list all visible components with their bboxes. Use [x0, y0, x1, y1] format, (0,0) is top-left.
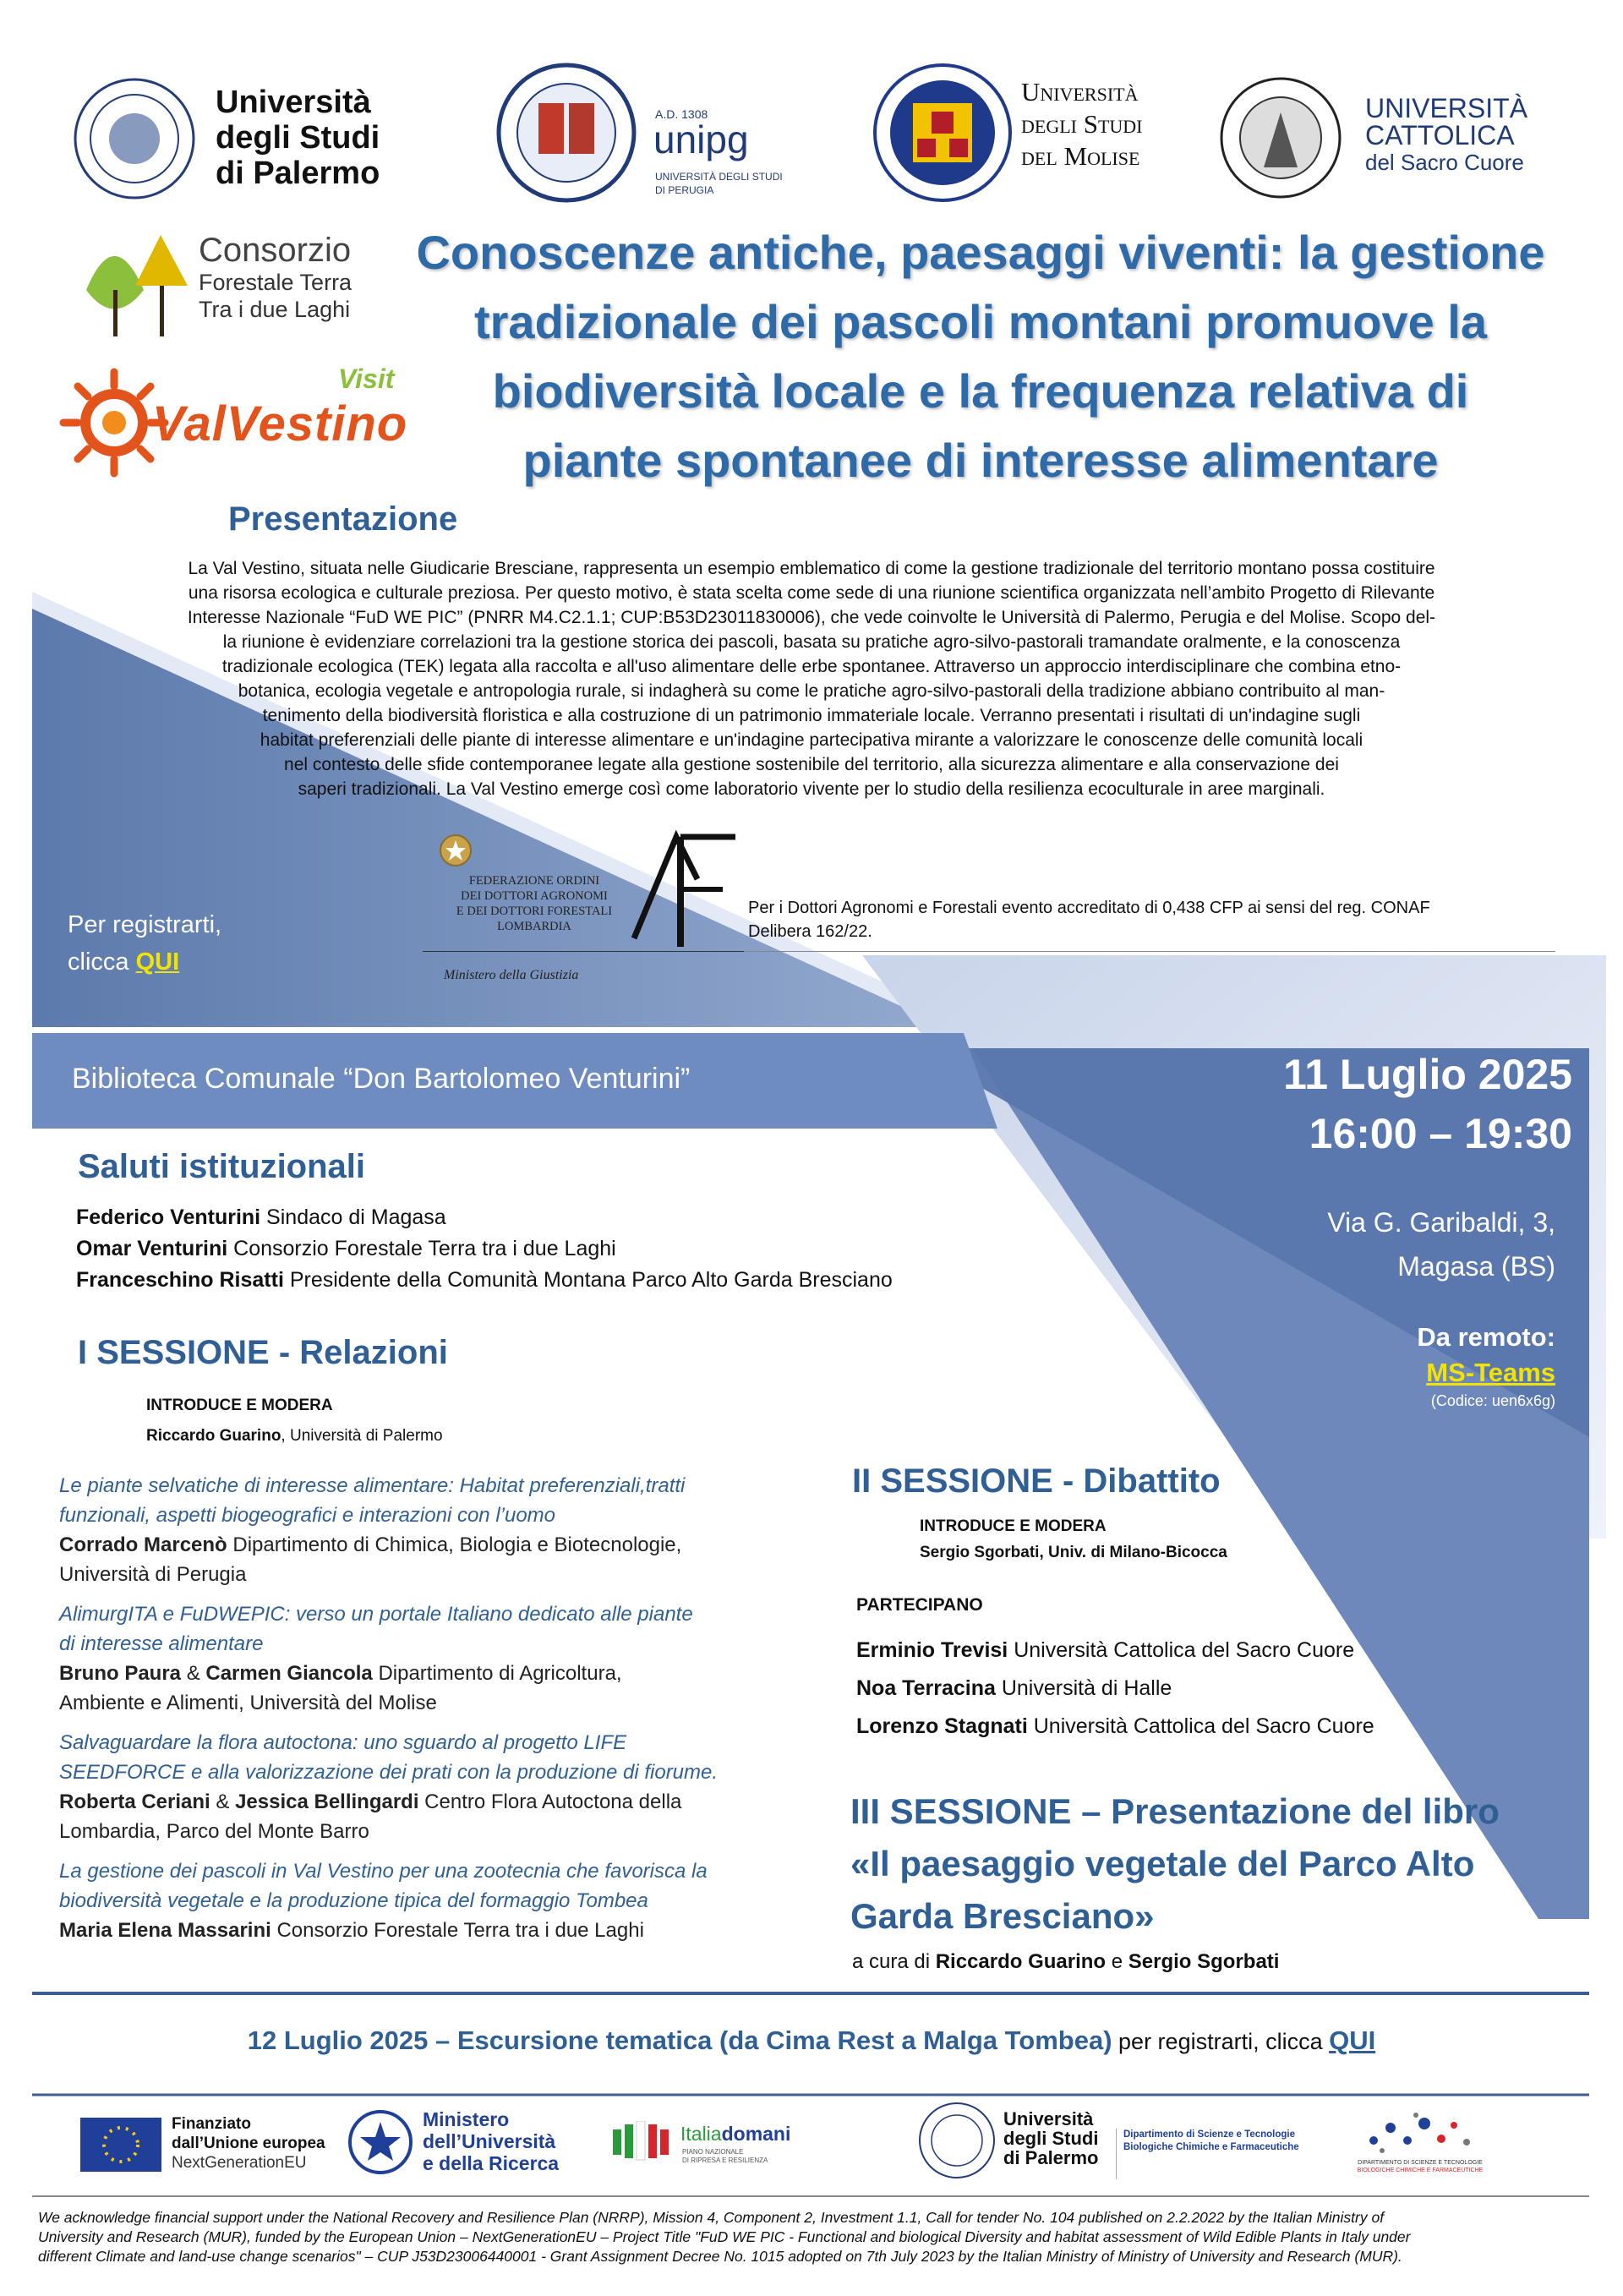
- excursion-line: [0, 2025, 1623, 2056]
- saluti-name: Omar Venturini: [76, 1237, 228, 1260]
- unipg-name: unipg: [653, 118, 749, 161]
- unimol-seal-icon: [871, 61, 1014, 205]
- logo-unimol: [871, 61, 1158, 205]
- talk-and: &: [210, 1790, 236, 1813]
- talk-item: [59, 1728, 837, 1846]
- address-line2: Magasa (BS): [1397, 1251, 1555, 1282]
- talk-and: &: [181, 1662, 206, 1685]
- session3-line2: «Il paesaggio vegetale del Parco Alto: [850, 1844, 1475, 1883]
- talk-author: Carmen Giancola: [205, 1662, 373, 1685]
- mur-line3: e della Ricerca: [423, 2152, 560, 2174]
- talk-title-line: Le piante selvatiche di interesse alimentare: Habitat preferenziali,tratti: [59, 1474, 686, 1497]
- talk-authors: [59, 1659, 837, 1688]
- italiadomani-sub2: DI RIPRESA E RESILIENZA: [682, 2157, 768, 2164]
- session2-moderator-label: INTRODUCE E MODERA: [920, 1517, 1107, 1535]
- participant-item: [856, 1670, 1374, 1708]
- unipg-seal-icon: [495, 61, 638, 205]
- fed-note-line2: Delibera 162/22.: [748, 922, 872, 941]
- consorzio-line3: Tra i due Laghi: [199, 297, 351, 322]
- title-line1: Conoscenze antiche, paesaggi viventi: la gestione: [416, 226, 1545, 279]
- italiadomani-name2: domani: [721, 2123, 791, 2145]
- talk-title-line: SEEDFORCE e alla valorizzazione dei prati con la produzione di fiorume.: [59, 1761, 719, 1784]
- saluti-item: [76, 1265, 893, 1296]
- registration-line2: clicca: [68, 948, 136, 976]
- presentazione-line: una risorsa ecologica e culturale preziosa. Per questo motivo, è stata scelta come sede di una riunione scientifica organizzata nell’ambito Progetto di Rilevante: [188, 583, 1435, 603]
- fed-line2: DEI DOTTORI AGRONOMI: [461, 889, 608, 903]
- italiadomani-flag-icon: [613, 2121, 680, 2163]
- participant-item: [856, 1708, 1374, 1746]
- presentazione-text: [68, 556, 1555, 801]
- venue-banner: Biblioteca Comunale “Don Bartolomeo Venturini”: [72, 1063, 691, 1095]
- funder-italiadomani: [613, 2118, 833, 2177]
- unipa-seal-icon: [72, 76, 197, 201]
- unipa-small-seal-icon: [917, 2101, 997, 2181]
- fed-note-line1: Per i Dottori Agronomi e Forestali evento accreditato di 0,438 CFP ai sensi del reg. CONAF: [748, 899, 1430, 917]
- presentazione-line: botanica, ecologia vegetale e antropologia rurale, si indagherà su come le pratiche agro-silvo-pastorali della tradizione abbiano contribuito al man-: [238, 681, 1385, 701]
- eu-line2: dall’Unione europea: [172, 2135, 325, 2152]
- talk-item: [59, 1599, 837, 1718]
- talk-affiliation: Dipartimento di Agricoltura,: [372, 1662, 622, 1685]
- af-logo-icon: [630, 828, 740, 955]
- presentazione-line: la riunione è evidenziare correlazioni tra la gestione storica dei pascoli, basata su pratiche agro-silvo-pastorali tramandate oralmente, e la conoscenza: [222, 632, 1401, 652]
- event-datetime: [1133, 1045, 1572, 1163]
- dip-line2: Biologiche Chimiche e Farmaceutiche: [1123, 2142, 1299, 2152]
- remote-block: [1268, 1319, 1555, 1412]
- title-line2: tradizionale dei pascoli montani promuove la: [473, 295, 1487, 348]
- logo-unicatt: [1217, 74, 1572, 201]
- mur-line2: dell’Università: [423, 2130, 556, 2152]
- remote-code: (Codice: uen6x6g): [1430, 1392, 1555, 1409]
- address-line1: Via G. Garibaldi, 3,: [1327, 1207, 1555, 1238]
- unipa-line3: di Palermo: [216, 156, 380, 191]
- logo-valvestino: [59, 364, 408, 482]
- ack-line2: University and Research (MUR), funded by the European Union – NextGenerationEU – Project Title "FuD WE PIC - Functional and biological Diversity and habitat assessment of Wild Edible Plants in Italy under: [38, 2228, 1411, 2245]
- talk-affiliation: Dipartimento di Chimica, Biologia e Biotecnologie,: [227, 1533, 682, 1556]
- talk-title-line: biodiversità vegetale e la produzione tipica del formaggio Tombea: [59, 1889, 648, 1912]
- talk-item: [59, 1471, 837, 1589]
- unipa-line1: Università: [216, 85, 371, 120]
- excursion-link[interactable]: QUI: [1329, 2025, 1376, 2055]
- unipa-small-line1: Università: [1003, 2108, 1094, 2129]
- presentazione-line: tradizionale ecologica (TEK) legata alla raccolta e all'uso alimentare delle erbe spontanee. Attraverso un approccio interdisciplinare che combina etno-: [221, 657, 1402, 676]
- mur-line1: Ministero: [423, 2108, 510, 2130]
- title-line4: piante spontanee di interesse alimentare: [522, 434, 1439, 487]
- valvestino-visit: Visit: [338, 364, 395, 394]
- session1-moderator-label: INTRODUCE E MODERA: [146, 1397, 333, 1414]
- session3-author2: Sergio Sgorbati: [1128, 1950, 1280, 1973]
- talk-authors: [59, 1530, 837, 1560]
- unimol-line3: del Molise: [1021, 141, 1140, 171]
- talk-authors: [59, 1916, 837, 1945]
- eu-line1: Finanziato: [172, 2115, 251, 2133]
- molecule-dots-icon: [1357, 2107, 1484, 2157]
- mur-emblem-icon: [347, 2108, 414, 2176]
- eu-flag-icon: [80, 2118, 161, 2172]
- funder-mur: [347, 2105, 592, 2181]
- remote-label: Da remoto:: [1417, 1322, 1555, 1352]
- valvestino-name: ValVestino: [152, 396, 408, 451]
- talk-title-line: funzionali, aspetti biogeografici e interazioni con l’uomo: [59, 1504, 556, 1527]
- unicatt-line1: UNIVERSITÀ: [1365, 93, 1528, 123]
- excursion-title: 12 Luglio 2025 – Escursione tematica (da Cima Rest a Malga Tombea): [247, 2025, 1112, 2055]
- talk-item: [59, 1856, 837, 1945]
- event-time: 16:00 – 19:30: [1309, 1110, 1572, 1157]
- saluti-role: Presidente della Comunità Montana Parco Alto Garda Bresciano: [283, 1268, 893, 1292]
- italy-emblem-icon: [438, 833, 473, 868]
- acknowledgement: [38, 2208, 1593, 2266]
- session2-participants: [856, 1632, 1374, 1746]
- talk-affiliation: Università di Perugia: [59, 1563, 247, 1586]
- eu-line3: NextGenerationEU: [172, 2154, 307, 2172]
- saluti-role: Consorzio Forestale Terra tra i due Laghi: [227, 1237, 616, 1260]
- session1-talks: [59, 1471, 837, 1955]
- ack-line1: We acknowledge financial support under the National Recovery and Resilience Plan (NRRP), Mission 4, Component 2, Investment 1.1, Call for tender No. 104 published on 2.2.2022 by the Italian Ministry of: [38, 2209, 1385, 2226]
- session1-heading: I SESSIONE - Relazioni: [78, 1334, 448, 1371]
- event-title: [389, 218, 1572, 495]
- logo-consorzio: [76, 227, 397, 336]
- fed-ministero: Ministero della Giustizia: [444, 968, 579, 982]
- participant-name: Lorenzo Stagnati: [856, 1714, 1028, 1738]
- title-line3: biodiversità locale e la frequenza relativa di: [492, 364, 1469, 418]
- unipg-sub1: UNIVERSITÀ DEGLI STUDI: [655, 171, 783, 183]
- participant-affiliation: Università Cattolica del Sacro Cuore: [1008, 1638, 1355, 1662]
- talk-title-line: Salvaguardare la flora autoctona: uno sguardo al progetto LIFE: [59, 1731, 627, 1754]
- unipa-line2: degli Studi: [216, 120, 380, 156]
- session3-authors: [852, 1950, 1279, 1974]
- talk-author: Maria Elena Massarini: [59, 1919, 271, 1942]
- excursion-text: per registrarti, clicca: [1112, 2029, 1330, 2054]
- saluti-name: Federico Venturini: [76, 1205, 261, 1229]
- presentazione-line: Interesse Nazionale “FuD WE PIC” (PNRR M4.C2.1.1; CUP:B53D23011830006), che vede coinvolte le Università di Palermo, Perugia e del Molise. Scopo del-: [187, 608, 1436, 627]
- participant-affiliation: Università di Halle: [995, 1676, 1172, 1700]
- talk-affiliation: Consorzio Forestale Terra tra i due Laghi: [270, 1919, 644, 1942]
- italiadomani-sub1: PIANO NAZIONALE: [682, 2148, 744, 2156]
- presentazione-line: La Val Vestino, situata nelle Giudicarie Bresciane, rappresenta un esempio emblematico di come la gestione tradizionale del territorio montano possa costituire: [188, 559, 1435, 578]
- registration-block: [68, 906, 221, 981]
- talk-author: Bruno Paura: [59, 1662, 182, 1685]
- session3-line1: III SESSIONE – Presentazione del libro: [850, 1791, 1500, 1831]
- ack-line3: different Climate and land-use change scenarios" – CUP J53D23006440001 - Grant Assignment Decree No. 1015 adopted on 7th July 2023 by the Italian Ministry of Ministry of University and Research (MUR).: [38, 2248, 1402, 2265]
- saluti-name: Franceschino Risatti: [76, 1268, 284, 1292]
- fed-line4: LOMBARDIA: [497, 920, 571, 933]
- participant-name: Noa Terracina: [856, 1676, 996, 1700]
- saluti-list: [76, 1202, 893, 1296]
- italiadomani-name1: Italia: [680, 2123, 722, 2145]
- fed-line3: E DEI DOTTORI FORESTALI: [456, 905, 613, 918]
- presentazione-line: habitat preferenziali delle piante di interesse alimentare e un'indagine partecipativa mirante a valorizzare le conoscenze delle comunità locali: [260, 730, 1363, 750]
- tree-icon: [76, 227, 194, 336]
- session2-participants-label: PARTECIPANO: [856, 1595, 983, 1615]
- presentazione-line: saperi tradizionali. La Val Vestino emerge così come laboratorio vivente per lo studio della resilienza ecoculturale in aree marginali.: [298, 779, 1325, 799]
- dip-logo-line1: DIPARTIMENTO DI SCIENZE E TECNOLOGIE: [1358, 2160, 1483, 2166]
- participant-name: Erminio Trevisi: [856, 1638, 1008, 1662]
- participant-item: [856, 1632, 1374, 1670]
- session3-and: e: [1106, 1950, 1128, 1973]
- unicatt-seal-icon: [1217, 74, 1344, 201]
- presentazione-line: tenimento della biodiversità floristica e alla costruzione di un patrimonio immateriale locale. Verranno presentati i risultati di un'indagine sugli: [262, 706, 1361, 725]
- remote-link[interactable]: MS-Teams: [1426, 1358, 1555, 1387]
- registration-link[interactable]: QUI: [135, 948, 180, 976]
- unicatt-line2: CATTOLICA: [1365, 120, 1515, 150]
- unipg-year: A.D. 1308: [655, 107, 708, 121]
- session3-line3: Garda Bresciano»: [850, 1896, 1155, 1936]
- saluti-role: Sindaco di Magasa: [260, 1205, 446, 1229]
- saluti-item: [76, 1202, 893, 1233]
- session3-author1: Riccardo Guarino: [935, 1950, 1107, 1973]
- session1-moderator: [146, 1427, 443, 1446]
- unimol-line2: degli Studi: [1021, 109, 1143, 139]
- talk-title-line: di interesse alimentare: [59, 1632, 264, 1655]
- talk-affiliation: Lombardia, Parco del Monte Barro: [59, 1820, 369, 1843]
- funder-dip-logo: [1348, 2107, 1492, 2187]
- unimol-line1: Università: [1021, 77, 1139, 107]
- session2-heading: II SESSIONE - Dibattito: [852, 1462, 1221, 1500]
- talk-affiliation: Centro Flora Autoctona della: [418, 1790, 682, 1813]
- session3-heading: [850, 1785, 1500, 1943]
- talk-author: Roberta Ceriani: [59, 1790, 210, 1813]
- talk-author: Corrado Marcenò: [59, 1533, 227, 1556]
- talk-title-line: La gestione dei pascoli in Val Vestino per una zootecnia che favorisca la: [59, 1860, 708, 1883]
- session2-moderator: Sergio Sgorbati, Univ. di Milano-Bicocca: [920, 1544, 1227, 1561]
- talk-affiliation: Ambiente e Alimenti, Università del Molise: [59, 1692, 437, 1714]
- saluti-item: [76, 1233, 893, 1265]
- funder-dip-stebicef: [1116, 2129, 1326, 2179]
- talk-title-line: AlimurgITA e FuDWEPIC: verso un portale Italiano dedicato alle piante: [59, 1603, 693, 1626]
- session1-moderator-aff: , Università di Palermo: [281, 1427, 443, 1445]
- unipa-small-line3: di Palermo: [1003, 2147, 1099, 2168]
- presentazione-line: nel contesto delle sfide contemporanee legate alla gestione sostenibile del territorio, alla sicurezza alimentare e alla conservazione dei: [284, 755, 1339, 774]
- registration-line1: Per registrarti,: [68, 911, 222, 938]
- logo-unipa: [72, 76, 410, 203]
- talk-author: Jessica Bellingardi: [235, 1790, 419, 1813]
- talk-authors: [59, 1787, 837, 1817]
- unipa-small-line2: degli Studi: [1003, 2128, 1099, 2149]
- saluti-heading: Saluti istituzionali: [78, 1148, 366, 1185]
- logo-unipg: [495, 61, 799, 209]
- fed-line1: FEDERAZIONE ORDINI: [468, 874, 600, 888]
- presentazione-heading: Presentazione: [228, 500, 458, 538]
- dip-logo-line2: BIOLOGICHE CHIMICHE E FARMACEUTICHE: [1357, 2168, 1484, 2173]
- funder-unipa: [917, 2101, 1120, 2185]
- funder-eu: [80, 2111, 359, 2178]
- event-address: [1183, 1200, 1555, 1288]
- consorzio-line1: Consorzio: [199, 232, 352, 269]
- consorzio-line2: Forestale Terra: [199, 270, 352, 295]
- session1-moderator-name: Riccardo Guarino: [146, 1427, 281, 1445]
- dip-line1: Dipartimento di Scienze e Tecnologie: [1123, 2129, 1295, 2140]
- unicatt-line3: del Sacro Cuore: [1365, 150, 1524, 175]
- participant-affiliation: Università Cattolica del Sacro Cuore: [1027, 1714, 1374, 1738]
- event-date: 11 Luglio 2025: [1283, 1051, 1572, 1098]
- session3-cura: a cura di: [852, 1950, 936, 1973]
- unipg-sub2: DI PERUGIA: [655, 184, 714, 196]
- federazione-block: [423, 824, 1564, 993]
